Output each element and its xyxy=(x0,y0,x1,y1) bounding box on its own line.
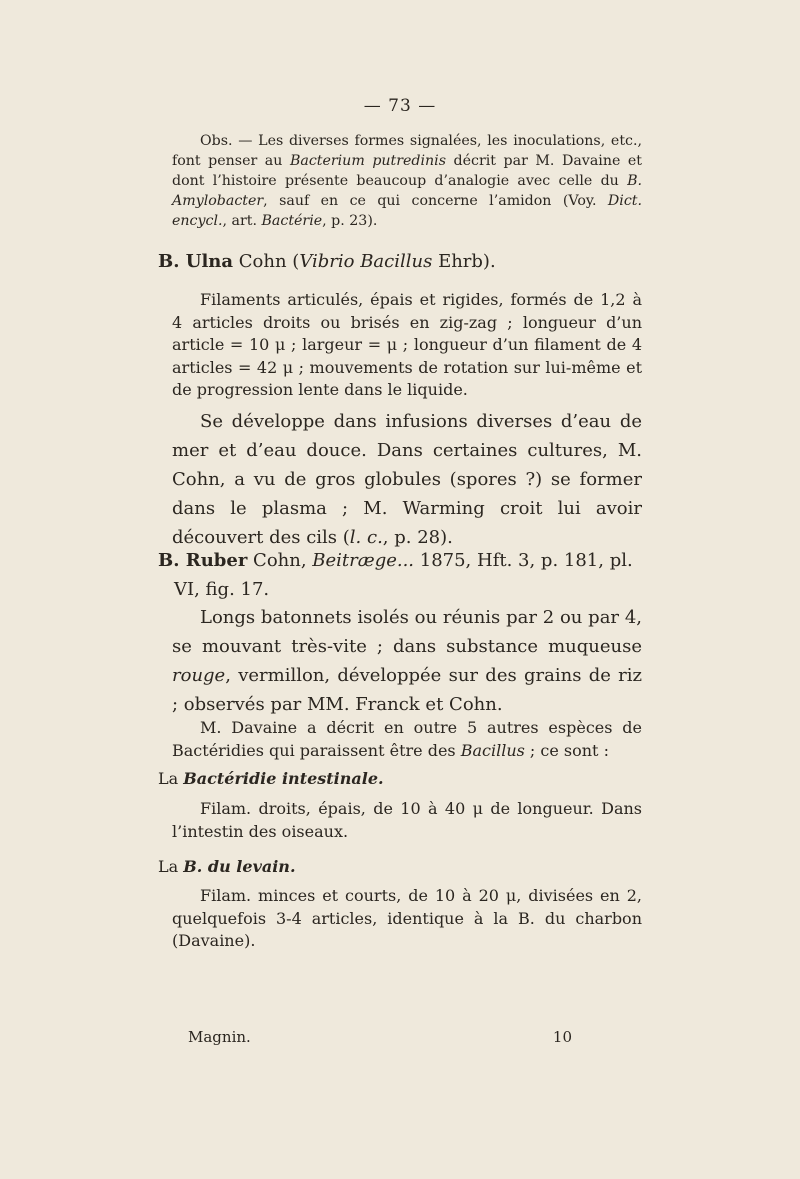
obs-ref-2: Bactérie xyxy=(261,213,323,229)
ulna-habitat-text: Se développe dans infusions diverses d’eau de mer et d’eau douce. Dans certaines cultures, M. Cohn, a vu de gros globules (spores ?) se former dans le plasma ; M. Warming croit lui avoir découvert des cils ( xyxy=(172,411,642,548)
ruber-ref: Beitræge... xyxy=(312,550,415,571)
ulna-habitat-end: , p. 28). xyxy=(382,527,453,548)
page-footer xyxy=(188,1028,572,1046)
ulna-habitat xyxy=(172,407,642,552)
footer-signature: 10 xyxy=(552,1028,572,1046)
davaine-genus: Bacillus xyxy=(460,740,525,760)
page-number: — 73 — xyxy=(363,96,437,116)
footer-author: Magnin. xyxy=(188,1028,251,1046)
ruber-end: 1875, Hft. 3, p. 181, pl. VI, fig. 17. xyxy=(174,550,633,600)
ruber-desc-color: rouge xyxy=(172,665,226,686)
ulna-synonym-author: Ehrb). xyxy=(432,251,496,272)
obs-mid-2: , sauf en ce qui concerne l’amidon (Voy. xyxy=(263,193,608,209)
davaine-end: ; ce sont : xyxy=(524,740,609,760)
levain-name: B. du levain. xyxy=(183,857,296,876)
davaine-text: M. Davaine a décrit en outre 5 autres espèces de Bactéridies qui paraissent être des xyxy=(172,718,642,760)
ruber-desc-text: Longs batonnets isolés ou réunis par 2 ou par 4, se mouvant très-vite ; dans substance muqueuse xyxy=(172,607,642,657)
ulna-description: Filaments articulés, épais et rigides, formés de 1,2 à 4 articles droits ou brisés en zig-zag ; longueur d’un article = 10 μ ; largeur = μ ; longueur d’un filament de 4 articles = 42 μ ; mouvements de rotation sur lui-même et de progression lente dans le liquide. xyxy=(172,290,642,399)
ruber-label: B. Ruber xyxy=(158,550,248,571)
levain-heading xyxy=(158,856,648,878)
davaine-paragraph xyxy=(172,717,642,762)
ruber-heading xyxy=(158,546,664,604)
ruber-author: Cohn, xyxy=(247,550,313,571)
ulna-habitat-ref: l. c. xyxy=(349,527,383,548)
intestinale-name: Bactéridie intestinale. xyxy=(183,769,384,788)
obs-mid-3: , art. xyxy=(222,213,262,229)
levain-description: Filam. minces et courts, de 10 à 20 μ, divisées en 2, quelquefois 3-4 articles, identique à la B. du charbon (Davaine). xyxy=(172,886,642,950)
intestinale-prefix: La xyxy=(158,769,184,788)
ruber-description xyxy=(172,603,642,719)
obs-mid-1: décrit par M. Davaine et dont l’histoire présente beaucoup d’analogie avec celle du xyxy=(172,153,642,189)
obs-paragraph xyxy=(172,131,642,231)
obs-lead: Obs. — Les diverses formes signalées, les inoculations, etc., font penser au xyxy=(172,133,642,169)
intestinale-description: Filam. droits, épais, de 10 à 40 μ de longueur. Dans l’intestin des oiseaux. xyxy=(172,799,642,841)
obs-end: , p. 23). xyxy=(322,213,378,229)
obs-species-1: Bacterium putredinis xyxy=(289,153,446,169)
obs-species-2: B. Amylobacter xyxy=(172,173,642,209)
ulna-author: Cohn ( xyxy=(233,251,300,272)
ulna-synonym: Vibrio Bacillus xyxy=(299,251,433,272)
ulna-label: B. Ulna xyxy=(158,251,234,272)
obs-ref-1: Dict. encycl. xyxy=(172,193,642,229)
ruber-desc-end: , vermillon, développée sur des grains de riz ; observés par MM. Franck et Cohn. xyxy=(172,665,642,715)
intestinale-heading xyxy=(158,768,648,790)
ulna-heading xyxy=(158,247,648,276)
levain-prefix: La xyxy=(158,857,184,876)
